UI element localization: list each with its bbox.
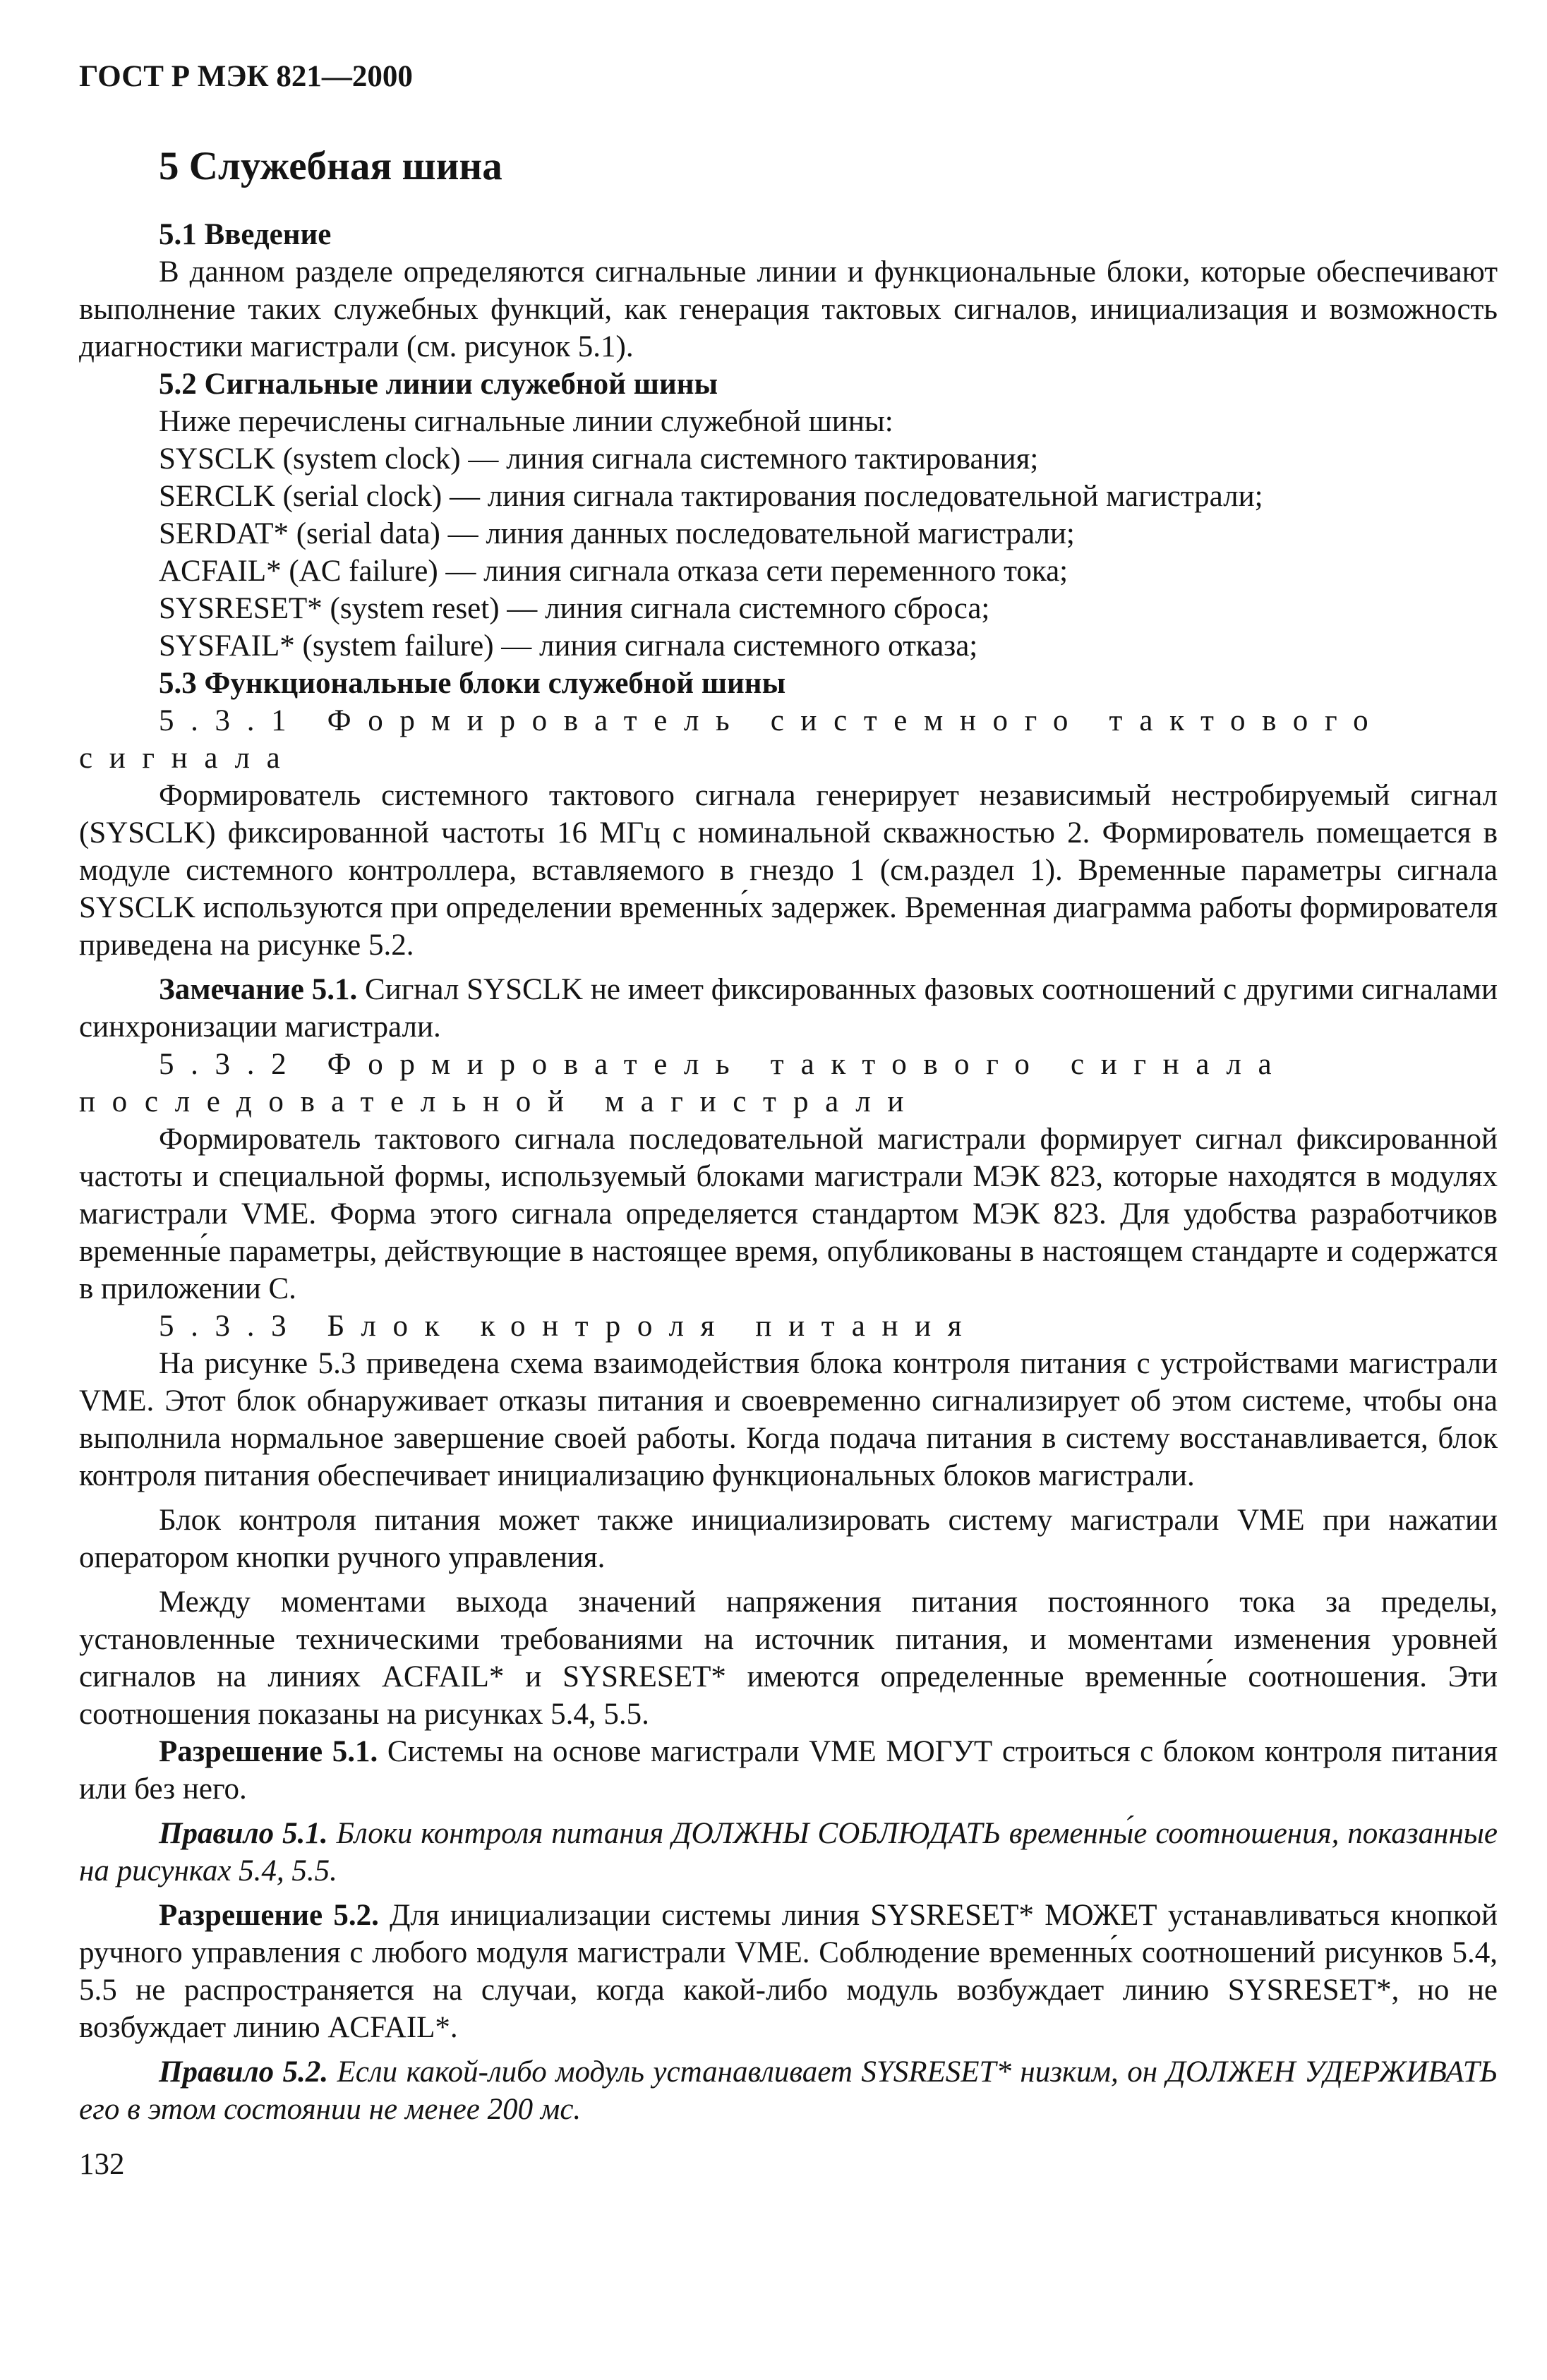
subsection-5-3-2-text: Формирователь тактового сигнала последовательной магистрали формирует сигнал фиксированной частоты и специальной формы, используемый блоками магистрали МЭК 823, которые находятся в модулях магистрали VME. Форма этого сигнала определяется стандартом МЭК 823. Для удобства разработчиков временны́е параметры, действующие в настоящее время, опубликованы в настоящем стандарте и содержатся в приложении С.	[79, 1123, 1498, 1305]
subsection-5-3-3-paragraph-2: Блок контроля питания может также инициализировать систему магистрали VME при нажатии оператором кнопки ручного управления.	[79, 1504, 1498, 1574]
permission-text: Для инициализации системы линия SYSRESET* МОЖЕТ устанавливаться кнопкой ручного управления с любого модуля магистрали VME. Соблюдение временны́х соотношений рисунков 5.4, 5.5 не распространяется на случаи, когда какой-либо модуль возбуждает линию SYSRESET*, но не возбуждает линию ACFAIL*.	[79, 1899, 1498, 2044]
subsection-5-3-1-text: Формирователь системного тактового сигнала генерирует независимый нестробируемый сигнал (SYSCLK) фиксированной частоты 16 МГц с номинальной скважностью 2. Формирователь помещается в модуле системного контроллера, вставляемого в гнездо 1 (см.раздел 1). Временные параметры сигнала SYSCLK используются при определении временны́х задержек. Временная диаграмма работы формирователя приведена на рисунке 5.2.	[79, 779, 1498, 962]
subsection-5-3-3-title: 5.3.3 Блок контроля питания	[159, 1310, 979, 1343]
signal-line-item: SYSCLK (system clock) — линия сигнала системного тактирования;	[159, 442, 1039, 476]
subsection-5-1-text: В данном разделе определяются сигнальные линии и функциональные блоки, которые обеспечивают выполнение таких служебных функций, как генерация тактовых сигналов, инициализация и возможность диагностики магистрали (см. рисунок 5.1).	[79, 255, 1498, 363]
subsection-5-3-2-title: 5.3.2 Формирователь тактового сигнала последовательной магистрали	[79, 1048, 1289, 1118]
signal-lines-intro: Ниже перечислены сигнальные линии служебной шины:	[159, 405, 893, 438]
rule-5-1	[79, 1815, 1498, 1890]
subsection-5-3-3-paragraph-3: Между моментами выхода значений напряжения питания постоянного тока за пределы, установленные техническими требованиями на источник питания, и моментами изменения уровней сигналов на линиях ACFAIL* и SYSRESET* имеются определенные временны́е соотношения. Эти соотношения показаны на рисунках 5.4, 5.5.	[79, 1585, 1498, 1731]
section-title: 5 Служебная шина	[159, 144, 502, 188]
signal-line-item: SERDAT* (serial data) — линия данных последовательной магистрали;	[159, 517, 1075, 550]
document-header: ГОСТ Р МЭК 821—2000	[79, 60, 413, 93]
subsection-5-3-heading: 5.3 Функциональные блоки служебной шины	[159, 667, 786, 700]
permission-5-2	[79, 1897, 1498, 2046]
signal-line-item: ACFAIL* (AC failure) — линия сигнала отказа сети переменного тока;	[159, 555, 1069, 588]
note-text: Сигнал SYSCLK не имеет фиксированных фазовых соотношений с другими сигналами синхронизации магистрали.	[79, 973, 1498, 1044]
rule-5-2	[79, 2053, 1498, 2128]
permission-label: Разрешение 5.1.	[159, 1735, 378, 1768]
subsection-5-2-heading: 5.2 Сигнальные линии служебной шины	[159, 368, 718, 401]
rule-label: Правило 5.1.	[159, 1817, 328, 1850]
rule-label: Правило 5.2.	[159, 2055, 329, 2089]
subsection-5-3-3-paragraph-1: На рисунке 5.3 приведена схема взаимодействия блока контроля питания с устройствами магистрали VME. Этот блок обнаруживает отказы питания и своевременно сигнализирует об этом системе, чтобы она выполнила нормальное завершение своей работы. Когда подача питания в систему восстанавливается, блок контроля питания обеспечивает инициализацию функциональных блоков магистрали.	[79, 1347, 1498, 1492]
note-label: Замечание 5.1.	[159, 973, 358, 1006]
signal-line-item: SYSFAIL* (system failure) — линия сигнала системного отказа;	[159, 629, 978, 663]
permission-5-1	[79, 1733, 1498, 1808]
signal-line-item: SERCLK (serial clock) — линия сигнала тактирования последовательной магистрали;	[159, 480, 1263, 513]
note-5-1	[79, 971, 1498, 1046]
permission-text: Системы на основе магистрали VME МОГУТ строиться с блоком контроля питания или без него.	[79, 1735, 1498, 1806]
subsection-5-1-heading: 5.1 Введение	[159, 218, 332, 251]
rule-text: Если какой-либо модуль устанавливает SYSRESET* низким, он ДОЛЖЕН УДЕРЖИВАТЬ его в этом состоянии не менее 200 мс.	[79, 2055, 1498, 2126]
page-number: 132	[79, 2148, 125, 2181]
signal-line-item: SYSRESET* (system reset) — линия сигнала системного сброса;	[159, 592, 990, 625]
subsection-5-3-1-title: 5.3.1 Формирователь системного тактового сигнала	[79, 704, 1385, 775]
permission-label: Разрешение 5.2.	[159, 1899, 379, 1932]
rule-text: Блоки контроля питания ДОЛЖНЫ СОБЛЮДАТЬ временны́е соотношения, показанные на рисунках 5.4, 5.5.	[79, 1817, 1498, 1887]
